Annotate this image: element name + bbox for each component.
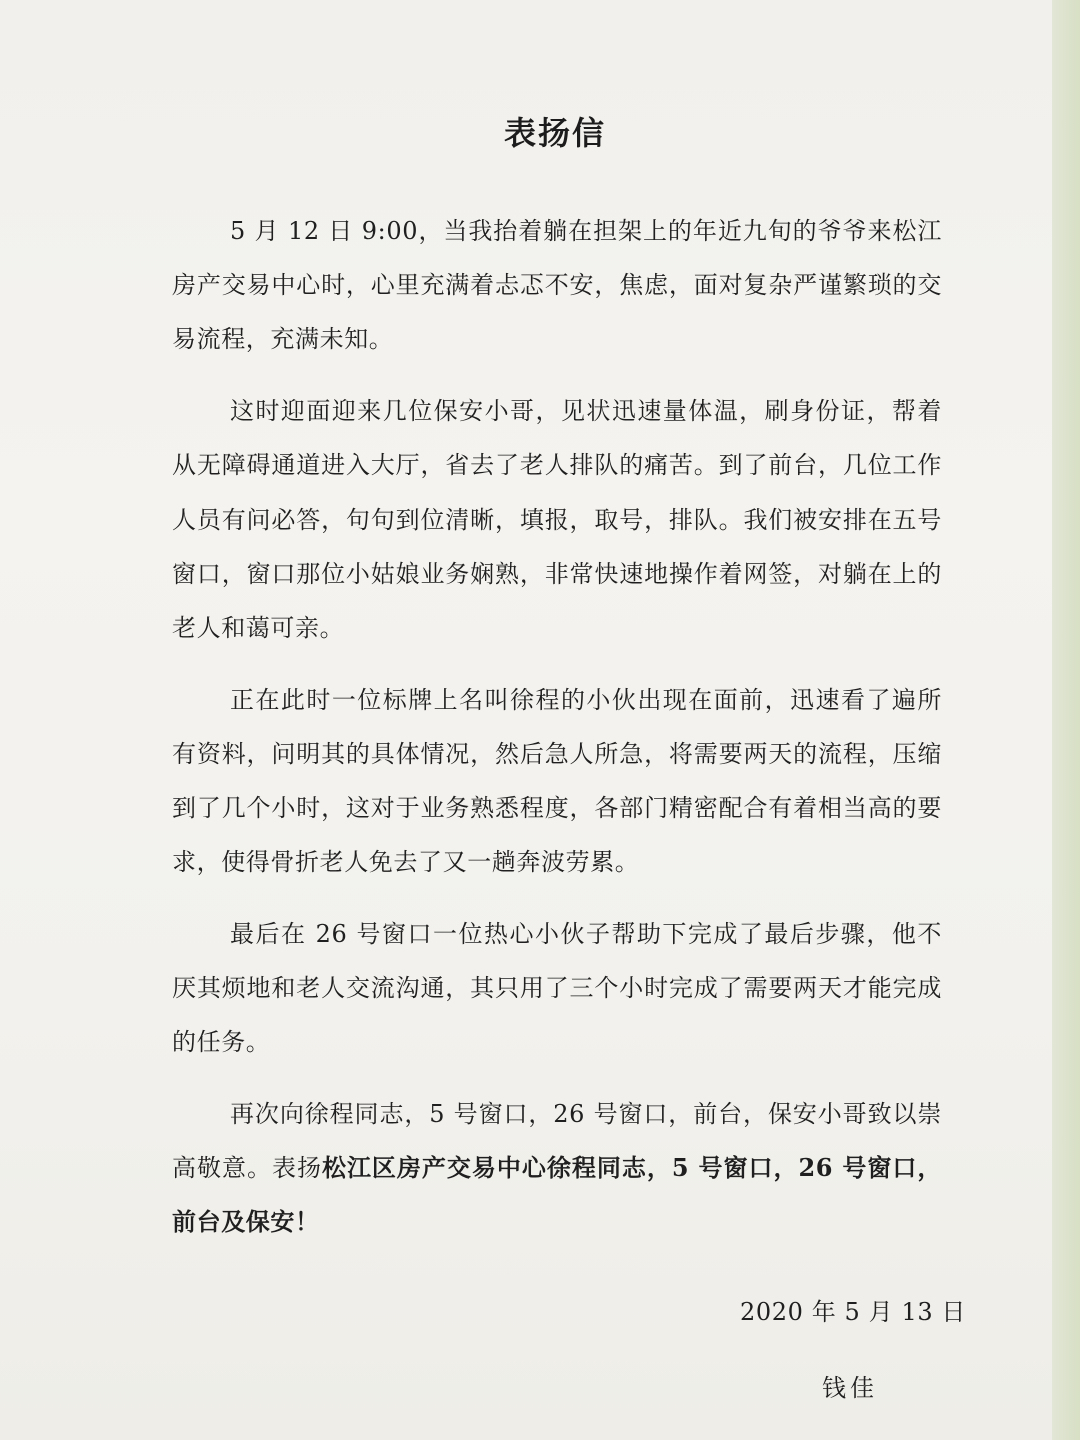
paragraph-2: 这时迎面迎来几位保安小哥，见状迅速量体温，刷身份证，帮着从无障碍通道进入大厅，省去了老人排队的痛苦。到了前台，几位工作人员有问必答，句句到位清晰，填报，取号，排队。我们被安排在五号窗口，窗口那位小姑娘业务娴熟，非常快速地操作着网签，对躺在上的老人和蔼可亲。 [172,397,942,642]
closing-bold-text: 松江区房产交易中心徐程同志，5 号窗口，26 号窗口，前台及保安！ [172,1153,942,1237]
letter-body [172,204,942,1267]
paragraph-1: 5 月 12 日 9:00，当我抬着躺在担架上的年近九旬的爷爷来松江房产交易中心时，心里充满着忐忑不安，焦虑，面对复杂严谨繁琐的交易流程，充满未知。 [172,217,942,354]
background-edge [1052,0,1080,1440]
closing-text: 再次向徐程同志，5 号窗口，26 号窗口，前台，保安小哥致以崇高敬意。表扬 [172,1100,942,1183]
paragraph-4: 最后在 26 号窗口一位热心小伙子帮助下完成了最后步骤，他不厌其烦地和老人交流沟通，其只用了三个小时完成了需要两天才能完成的任务。 [172,919,942,1057]
paragraph-3: 正在此时一位标牌上名叫徐程的小伙出现在面前，迅速看了遍所有资料，问明其的具体情况，然后急人所急，将需要两天的流程，压缩到了几个小时，这对于业务熟悉程度，各部门精密配合有着相当高的要求，使得骨折老人免去了又一趟奔波劳累。 [172,685,942,877]
letter-title: 表扬信 [503,114,606,152]
letter-date: 2020 年 5 月 13 日 [740,1298,967,1326]
letter-signature: 钱佳 [822,1374,878,1402]
closing-paragraph [172,1087,942,1250]
